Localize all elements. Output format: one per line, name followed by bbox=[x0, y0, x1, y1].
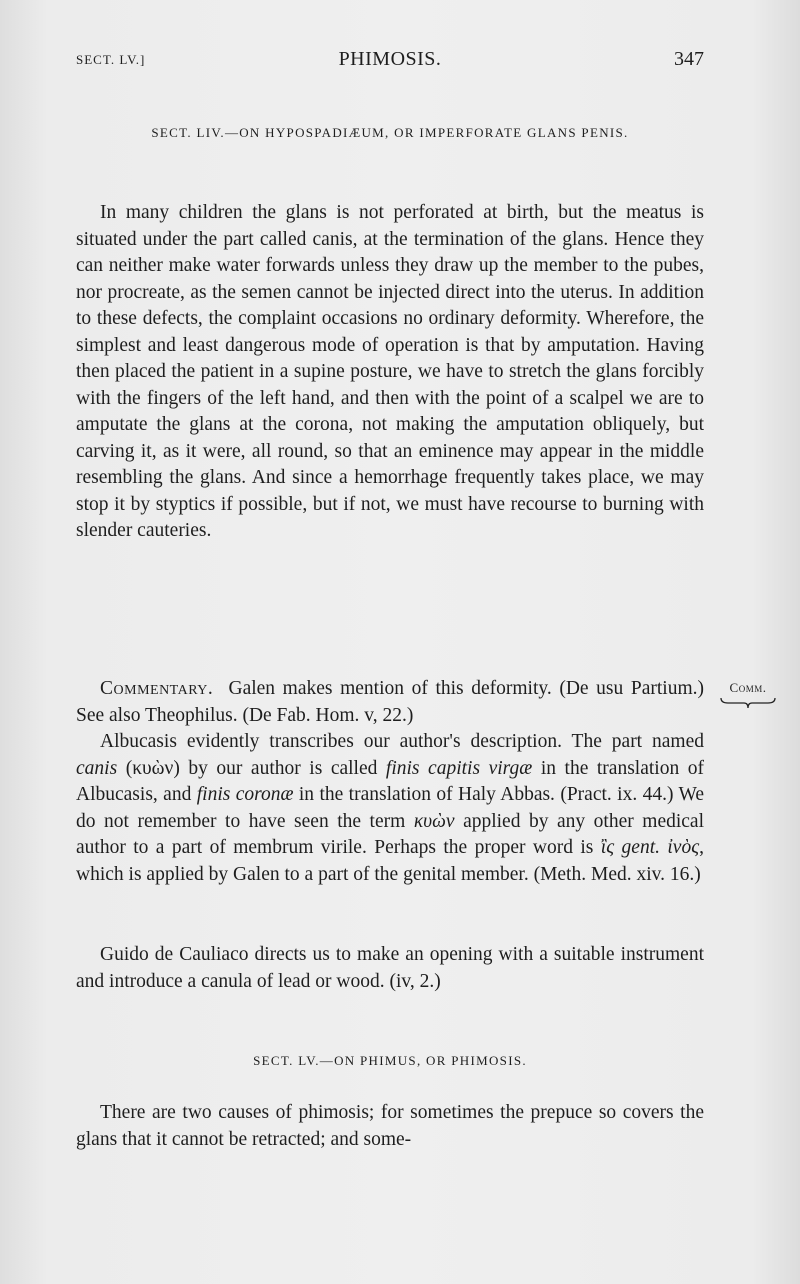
commentary-lead-text: Galen makes mention of this deformity. (De usu Partium.) See also Theophilus. (De Fab. Hom. v, 22.) bbox=[76, 678, 704, 726]
term-finis-capitis: finis capitis virgæ bbox=[385, 757, 533, 779]
page-number: 347 bbox=[674, 48, 704, 70]
commentary-paragraph-1 bbox=[76, 676, 704, 729]
commentary-text: in the translation of Haly Abbas. (Pract. ix. 44.) We do not remember to have seen the term bbox=[76, 784, 705, 832]
commentary-paragraph-2 bbox=[76, 729, 704, 888]
commentary-text: applied by any other medical author to a part of membrum virile. Perhaps the proper word is bbox=[76, 810, 704, 858]
commentary-text: Albucasis evidently transcribes our author's description. The part named bbox=[100, 731, 704, 752]
margin-comm-label: Comm. bbox=[729, 680, 767, 695]
section-55-title: SECT. LV.—ON PHIMUS, OR PHIMOSIS. bbox=[253, 1053, 527, 1068]
header-section-ref: SECT. LV.] bbox=[76, 52, 146, 67]
header-title: PHIMOSIS. bbox=[338, 48, 442, 70]
section-54-title: SECT. LIV.—ON HYPOSPADIÆUM, OR IMPERFORATE GLANS PENIS. bbox=[151, 125, 629, 140]
running-header bbox=[76, 48, 704, 74]
margin-brace-icon bbox=[720, 696, 776, 710]
term-finis-coronae: finis coronæ bbox=[196, 784, 294, 805]
term-canis: canis bbox=[76, 757, 118, 779]
section-55-paragraph: There are two causes of phimosis; for sometimes the prepuce so covers the glans that it cannot be retracted; and some- bbox=[76, 1102, 704, 1150]
section-54-paragraph: In many children the glans is not perforated at birth, but the meatus is situated under the part called canis, at the termination of the glans. Hence they can neither make water forwards unless they draw up the member to the pubes, nor procreate, as the semen cannot be injected direct into the uterus. In addition to these defects, the complaint occasions no ordinary deformity. Wherefore, the simplest and least dangerous mode of operation is that by amputation. Having then placed the patient in a supine posture, we have to stretch the glans forcibly with the fingers of the left hand, and then with the point of a scalpel we are to amputate the glans at the corona, not making the amputation obliquely, but carving it, as it were, all round, so that an eminence may appear in the middle resembling the glans. And since a hemorrhage frequently takes place, we may stop it by styptics if possible, but if not, we must have recourse to burning with slender cauteries. bbox=[76, 202, 704, 541]
commentary-label: Commentary. bbox=[100, 678, 214, 699]
term-is: ἲς gent. ἰνὸς bbox=[600, 837, 700, 858]
term-kuon: κυὼν bbox=[413, 810, 455, 832]
commentary-text: in the translation of Albucasis, and bbox=[76, 757, 704, 805]
commentary-paragraph-3: Guido de Cauliaco directs us to make an opening with a suitable instrument and introduce a canula of lead or wood. (iv, 2.) bbox=[76, 944, 704, 992]
commentary-text: (κυὼν) by our author is called bbox=[117, 757, 386, 779]
commentary-text: , which is applied by Galen to a part of the genital member. (Meth. Med. xiv. 16.) bbox=[76, 837, 704, 885]
